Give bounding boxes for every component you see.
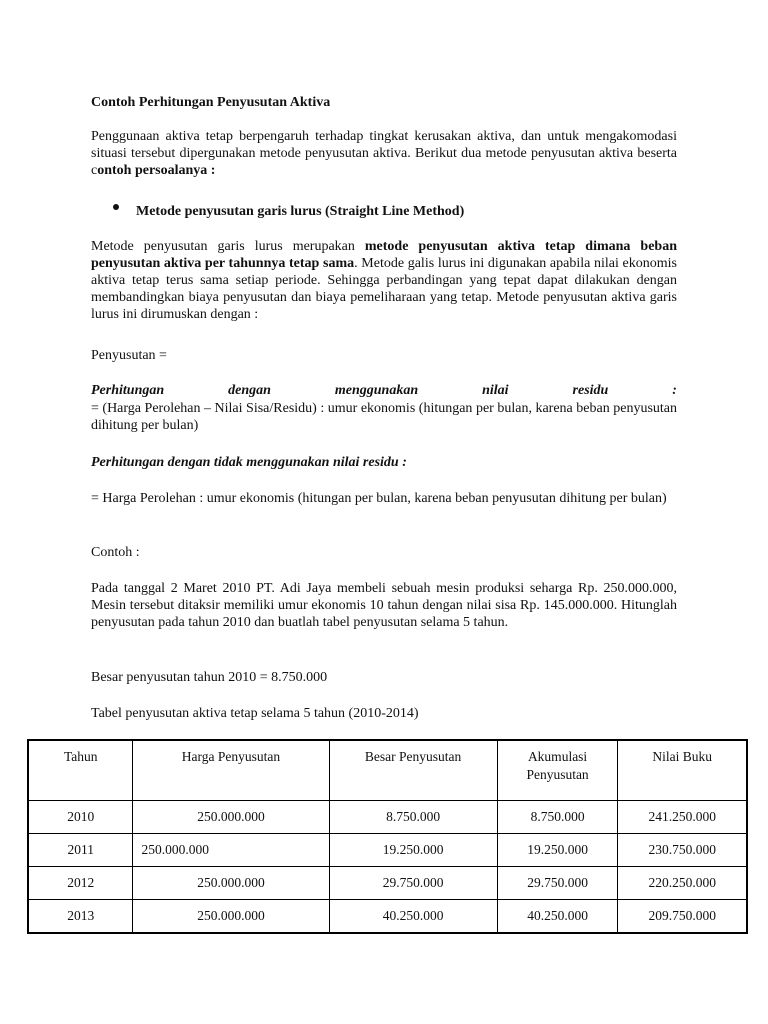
cell-year: 2010 [28,801,133,834]
cell-book-value: 220.250.000 [618,867,747,900]
with-residu-word: nilai [482,383,509,398]
method-bold: metode penyusutan aktiva tetap dimana beban penyusutan aktiva per tahunnya tetap sama [91,239,677,271]
header-akumulasi-text: Akumulasi Penyusutan [526,749,589,782]
table-header-row [28,740,747,801]
cell-price: 250.000.000 [133,867,329,900]
cell-depreciation: 29.750.000 [329,867,497,900]
formula-label: Penyusutan = [91,348,167,363]
cell-accumulated: 40.250.000 [497,900,618,934]
intro-bold-tail: ontoh persoalanya : [97,163,216,178]
header-besar: Besar Penyusutan [329,740,497,801]
table-row [28,834,747,867]
bullet-heading: Metode penyusutan garis lurus (Straight Line Method) [136,204,465,219]
header-tahun: Tahun [28,740,133,801]
cell-depreciation: 40.250.000 [329,900,497,934]
cell-accumulated: 19.250.000 [497,834,618,867]
cell-book-value: 209.750.000 [618,900,747,934]
problem-paragraph: Pada tanggal 2 Maret 2010 PT. Adi Jaya membeli sebuah mesin produksi seharga Rp. 250.000.000, Mesin tersebut ditaksir memiliki umur ekonomis 10 tahun dengan nilai sisa Rp. 145.000.000. Hitunglah penyusutan pada tahun 2010 dan buatlah tabel penyusutan selama 5 tahun. [91,581,677,630]
table-caption: Tabel penyusutan aktiva tetap selama 5 tahun (2010-2014) [91,706,419,721]
method-lead: Metode penyusutan garis lurus merupakan [91,239,365,254]
intro-paragraph [91,128,677,179]
header-harga: Harga Penyusutan [133,740,329,801]
with-residu-heading [91,382,677,399]
cell-accumulated: 8.750.000 [497,801,618,834]
bullet-dot-icon [113,204,119,210]
cell-accumulated: 29.750.000 [497,867,618,900]
cell-year: 2012 [28,867,133,900]
cell-price: 250.000.000 [133,801,329,834]
depreciation-table [27,739,748,934]
header-nilai-buku: Nilai Buku [618,740,747,801]
table-row [28,801,747,834]
example-label: Contoh : [91,545,140,560]
cell-depreciation: 19.250.000 [329,834,497,867]
cell-price: 250.000.000 [133,834,329,867]
cell-book-value: 241.250.000 [618,801,747,834]
cell-book-value: 230.750.000 [618,834,747,867]
without-residu-heading: Perhitungan dengan tidak menggunakan nilai residu : [91,455,407,470]
with-residu-word: menggunakan [334,383,419,398]
method-rest: . Metode galis lurus ini digunakan apabila nilai ekonomis aktiva tetap terus sama setiap periode. Sehingga perbandingan yang tepat dapat dilakukan dengan membandingkan biaya penyusutan dan biaya pemeliharaan yang tetap. Metode penyusutan aktiva garis lurus ini dirumuskan dengan : [91,256,677,322]
table-row [28,867,747,900]
cell-depreciation: 8.750.000 [329,801,497,834]
with-residu-word: Perhitungan [91,383,165,398]
cell-year: 2011 [28,834,133,867]
with-residu-word: : [672,383,677,398]
header-akumulasi [497,740,618,801]
table-row [28,900,747,934]
with-residu-word: dengan [228,383,271,398]
result-text: Besar penyusutan tahun 2010 = 8.750.000 [91,670,328,685]
page-title: Contoh Perhitungan Penyusutan Aktiva [91,95,331,110]
cell-year: 2013 [28,900,133,934]
with-residu-formula: = (Harga Perolehan – Nilai Sisa/Residu) : umur ekonomis (hitungan per bulan, karena beban penyusutan dihitung per bulan) [91,401,677,433]
without-residu-formula: = Harga Perolehan : umur ekonomis (hitungan per bulan, karena beban penyusutan dihitung per bulan) [91,491,667,506]
with-residu-word: residu [572,383,609,398]
method-paragraph [91,238,677,323]
intro-text: Penggunaan aktiva tetap berpengaruh terhadap tingkat kerusakan aktiva, dan untuk mengakomodasi situasi tersebut dipergunakan metode penyusutan aktiva. Berikut dua metode penyusutan aktiva beserta c [91,129,677,178]
cell-price: 250.000.000 [133,900,329,934]
